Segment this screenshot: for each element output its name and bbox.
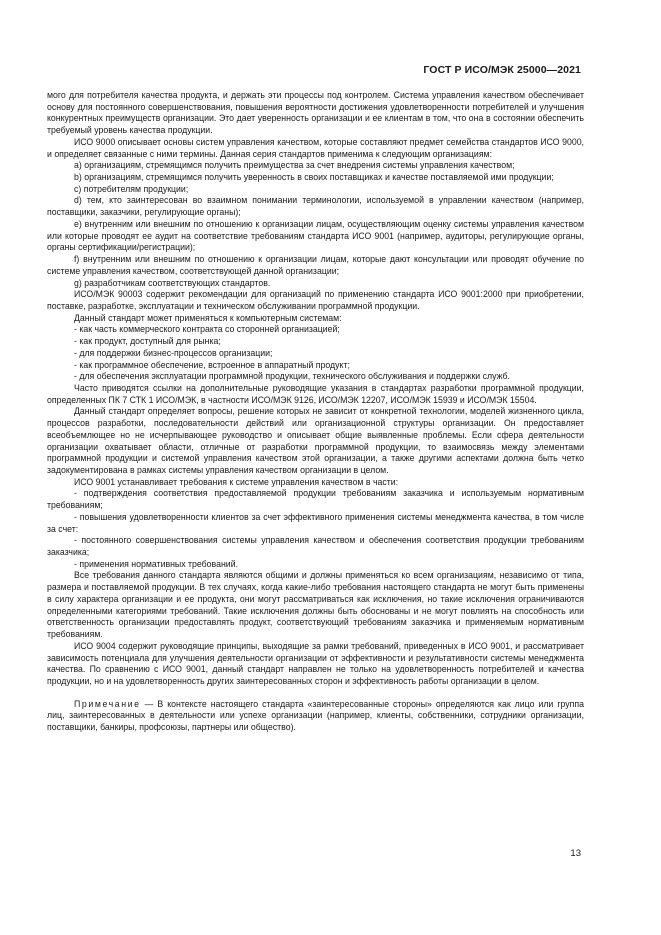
paragraph: Все требования данного стандарта являются общими и должны применяться ко всем организациям, независимо от типа, размера и поставляемой продукции. В тех случаях, когда какие-либо требования настоящего стандарта не могут быть применены в силу характера организации и ее продукта, они могут рассматриваться как исключения, но такие исключения ограничиваются определенными категориями требований. Такие исключения должны быть обоснованы и не могут повлиять на способность или ответственность организации предоставлять продукт, соответствующий требованиям заказчика и применяемым нормативным требованиям. [47, 570, 584, 640]
note-paragraph [47, 699, 584, 734]
paragraph: мого для потребителя качества продукта, и держать эти процессы под контролем. Система управления качеством обеспечивает основу для постоянного совершенствования, повышения вероятности достижения удовлетворенности потребителей и улучшения конкурентных преимуществ организации. Это дает уверенность организации и ее клиентам в том, что она в состоянии обеспечить требуемый уровень качества продукции. [47, 90, 584, 136]
paragraph: ИСО 9001 устанавливает требования к системе управления качеством в части: [74, 476, 399, 487]
document-header: ГОСТ Р ИСО/МЭК 25000—2021 [423, 64, 581, 76]
list-item: g) разработчикам соответствующих стандартов. [74, 277, 271, 288]
note-text: — В контексте настоящего стандарта «заинтересованные стороны» определяются как лицо или группа лиц, заинтересованных в деятельности или успехе организации (например, клиенты, собственники, сотрудники организации, поставщики, банкиры, профсоюзы, партнеры или общество). [47, 698, 584, 733]
list-item: - подтверждения соответствия предоставляемой продукции требованиям заказчика и используемым нормативным требованиям; [47, 488, 584, 511]
list-item: - применения нормативных требований. [74, 558, 239, 569]
paragraph: Данный стандарт определяет вопросы, решение которых не зависит от конкретной технологии, моделей жизненного цикла, процессов разработки, последовательности действий или организационной структуры организации. Он предоставляет всеобъемлющее но не исчерпывающее руководство и описывает общие выявленные проблемы. Если сфера деятельности организации охватывает области, отличные от разработки программной продукции, то взаимосвязь между элементами программной продукции и системой управления качеством этой организации, а также другими аспектами должна быть четко задокументирована в рамках системы управления качеством организации в целом. [47, 406, 584, 475]
list-item: b) организациям, стремящимся получить уверенность в своих поставщиках и качестве поставляемой ими продукции; [74, 172, 554, 183]
paragraph: ИСО/МЭК 90003 содержит рекомендации для организаций по применению стандарта ИСО 9001:2000 при приобретении, поставке, разработке, эксплуатации и техническом обслуживании программной продукции. [47, 289, 584, 311]
paragraph: ИСО 9004 содержит руководящие принципы, выходящие за рамки требований, приведенных в ИСО 9001, и рассматривает зависимость потенциала для улучшения деятельности организации от эффективности и результативности системы менеджмента качества. По сравнению с ИСО 9001, данный стандарт направлен не только на удовлетворенность потребителей и качества продукции, но и на удовлетворенность других заинтересованных сторон и эффективность работы организации в целом. [47, 640, 584, 686]
list-item: - для поддержки бизнес-процессов организации; [74, 347, 273, 358]
note-label: Примечание [74, 698, 141, 709]
list-item: - для обеспечения эксплуатации программной продукции, технического обслуживания и поддержки служб. [74, 371, 510, 382]
list-item: f) внутренним или внешним по отношению к организации лицам, которые дают консультации или проводят обучение по системе управления качеством, соответствующей данной организации; [47, 254, 584, 276]
list-item: a) организациям, стремящимся получить преимущества за счет внедрения системы управления качеством; [74, 160, 515, 171]
list-item: d) тем, кто заинтересован во взаимном понимании терминологии, используемой в управлении качеством (например, поставщики, заказчики, регулирующие органы); [47, 195, 584, 218]
list-item: c) потребителям продукции; [74, 183, 189, 194]
list-item: - постоянного совершенствования системы управления качеством и обеспечения соответствия продукции требованиям заказчика; [47, 535, 584, 558]
paragraph: Данный стандарт может применяться к компьютерным системам: [74, 312, 342, 323]
document-body [47, 90, 584, 734]
list-item: - как программное обеспечение, встроенное в аппаратный продукт; [74, 359, 350, 370]
list-item: - повышения удовлетворенности клиентов за счет эффективного применения системы менеджмента качества, в том числе за счет: [47, 511, 584, 534]
list-item: - как часть коммерческого контракта со сторонней организацией; [74, 324, 340, 335]
list-item: e) внутренним или внешним по отношению к организации лицам, осуществляющим оценку системы управления качеством или которые проводят ее аудит на соответствие требованиям стандарта ИСО 9001 (например, аудиторы, регулирующие органы, органы сертификации/регистрации); [47, 218, 584, 253]
paragraph: Часто приводятся ссылки на дополнительные руководящие указания в стандартах разработки программной продукции, определенных ПК 7 СТК 1 ИСО/МЭК, в частности ИСО/МЭК 9126, ИСО/МЭК 12207, ИСО/МЭК 15939 и ИСО/МЭК 15504. [47, 382, 584, 405]
paragraph: ИСО 9000 описывает основы систем управления качеством, которые составляют предмет семейства стандартов ИСО 9000, и определяет связанные с ними термины. Данная серия стандартов применима к следующим организациям: [47, 136, 584, 159]
page-number: 13 [570, 848, 581, 859]
note [47, 699, 584, 734]
list-item: - как продукт, доступный для рынка; [74, 336, 221, 347]
